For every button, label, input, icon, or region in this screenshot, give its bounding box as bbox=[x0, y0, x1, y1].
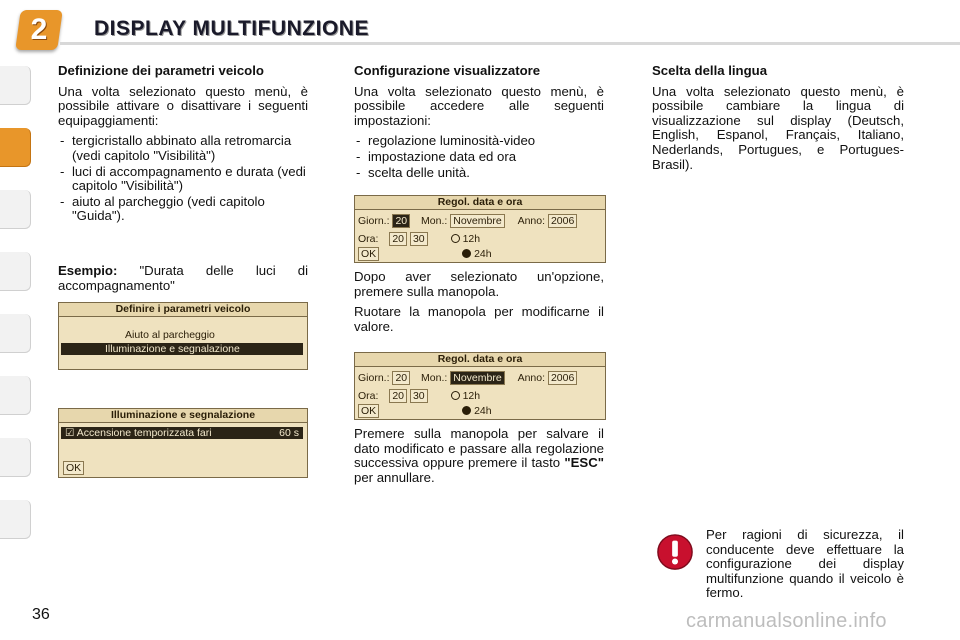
screen-title: Regol. data e ora bbox=[355, 353, 605, 367]
display-screen-date-time-1 bbox=[354, 195, 606, 263]
setting-row-headlamp-timer bbox=[61, 427, 303, 439]
intro-text: Una volta selezionato questo menù, è possibile accedere alle seguenti impostazioni: bbox=[354, 83, 604, 128]
header-divider bbox=[60, 42, 960, 45]
minute-field: 30 bbox=[410, 232, 428, 246]
year-label: Anno: bbox=[517, 372, 546, 384]
page-number: 36 bbox=[32, 606, 50, 623]
instruction-rotate: Ruotare la manopola per modificarne il valore. bbox=[354, 304, 604, 334]
list-item: - tergicristallo abbinato alla retromarcia (vedi capitolo "Visibilità") bbox=[58, 134, 308, 163]
section-heading: Configurazione visualizzatore bbox=[354, 63, 541, 78]
radio-24h-icon bbox=[462, 249, 471, 258]
screen-title: Illuminazione e segnalazione bbox=[59, 409, 307, 423]
side-tab bbox=[0, 314, 31, 353]
setting-value: 60 s bbox=[279, 427, 299, 439]
day-label: Giorn.: bbox=[358, 215, 390, 227]
example-text: "Durata delle luci di accompagnamento" bbox=[58, 263, 309, 293]
time-label: Ora: bbox=[358, 233, 379, 245]
hour-field: 20 bbox=[389, 389, 407, 403]
minute-field: 30 bbox=[410, 389, 428, 403]
chapter-number: 2 bbox=[30, 13, 48, 46]
page-header bbox=[0, 0, 960, 58]
example-label: Esempio: bbox=[58, 263, 118, 278]
ok-button: OK bbox=[358, 247, 379, 261]
intro-text: Una volta selezionato questo menù, è possibile attivare o disattivare i seguenti equipaggiamenti: bbox=[58, 83, 308, 128]
radio-24h-icon bbox=[462, 406, 471, 415]
esc-key-label: "ESC" bbox=[564, 455, 604, 471]
side-tab-active bbox=[0, 128, 31, 167]
list-item: - impostazione data ed ora bbox=[354, 150, 604, 165]
display-screen-vehicle-params bbox=[58, 302, 308, 370]
setting-label: Accensione temporizzata fari bbox=[76, 427, 212, 439]
save-instruction: Premere sulla manopola per salvare il dato modificato e passare alla regolazione successiva oppure premere il tasto bbox=[354, 426, 604, 471]
radio-12h-icon bbox=[451, 391, 460, 400]
section-heading: Scelta della lingua bbox=[652, 63, 768, 78]
year-field: 2006 bbox=[548, 214, 577, 228]
month-label: Mon.: bbox=[421, 372, 448, 384]
month-field-selected: Novembre bbox=[450, 371, 504, 385]
instruction-select: Dopo aver selezionato un'opzione, premere sulla manopola. bbox=[354, 269, 604, 299]
option-12h: 12h bbox=[462, 233, 481, 245]
column-display-config bbox=[354, 64, 604, 186]
ok-button: OK bbox=[63, 461, 84, 475]
radio-12h-icon bbox=[451, 234, 460, 243]
menu-item-lighting-selected: Illuminazione e segnalazione bbox=[61, 343, 303, 355]
side-tab bbox=[0, 500, 31, 539]
page-title: DISPLAY MULTIFUNZIONE bbox=[94, 17, 369, 40]
ok-button: OK bbox=[358, 404, 379, 418]
exclamation-warning-icon bbox=[656, 533, 694, 571]
list-item: - scelta delle unità. bbox=[354, 166, 604, 181]
display-screen-date-time-2 bbox=[354, 352, 606, 420]
example-block bbox=[58, 264, 308, 299]
day-field: 20 bbox=[392, 371, 410, 385]
chapter-side-tabs bbox=[0, 66, 30, 576]
warning-text: Per ragioni di sicurezza, il conducente deve effettuare la configurazione dei display multifunzione quando il veicolo è fermo. bbox=[706, 527, 904, 601]
day-label: Giorn.: bbox=[358, 372, 390, 384]
day-field-selected: 20 bbox=[392, 214, 410, 228]
screen-title: Regol. data e ora bbox=[355, 196, 605, 210]
side-tab bbox=[0, 66, 31, 105]
side-tab bbox=[0, 438, 31, 477]
list-item: - regolazione luminosità-video bbox=[354, 134, 604, 149]
column-vehicle-params bbox=[58, 64, 308, 230]
save-instruction-block bbox=[354, 427, 604, 491]
year-label: Anno: bbox=[517, 215, 546, 227]
safety-warning bbox=[706, 528, 904, 607]
screen-title: Definire i parametri veicolo bbox=[59, 303, 307, 317]
language-text: Una volta selezionato questo menù, è possibile cambiare la lingua di visualizzazione sul display (Deutsch, English, Espanol, Français, Italiano, Nederlands, Portugues, e Portugues-Brasil). bbox=[652, 83, 904, 172]
month-label: Mon.: bbox=[421, 215, 448, 227]
equipment-list bbox=[58, 134, 308, 224]
settings-list bbox=[354, 134, 604, 180]
save-instruction-end: per annullare. bbox=[354, 469, 435, 485]
side-tab bbox=[0, 252, 31, 291]
year-field: 2006 bbox=[548, 371, 577, 385]
side-tab bbox=[0, 376, 31, 415]
month-field: Novembre bbox=[450, 214, 504, 228]
menu-item-parking-aid: Aiuto al parcheggio bbox=[125, 329, 215, 341]
side-tab bbox=[0, 190, 31, 229]
option-12h: 12h bbox=[462, 390, 481, 402]
display-screen-lighting bbox=[58, 408, 308, 478]
list-item: - aiuto al parcheggio (vedi capitolo "Guida"). bbox=[58, 195, 308, 224]
instructions-block bbox=[354, 270, 604, 340]
list-item: - luci di accompagnamento e durata (vedi capitolo "Visibilità") bbox=[58, 165, 308, 194]
option-24h: 24h bbox=[474, 405, 492, 417]
column-language bbox=[652, 64, 904, 178]
watermark: carmanualsonline.info bbox=[686, 610, 887, 632]
option-24h: 24h bbox=[474, 248, 492, 260]
section-heading: Definizione dei parametri veicolo bbox=[58, 63, 264, 78]
time-label: Ora: bbox=[358, 390, 379, 402]
hour-field: 20 bbox=[389, 232, 407, 246]
checkbox-icon: ☑ bbox=[65, 427, 75, 439]
